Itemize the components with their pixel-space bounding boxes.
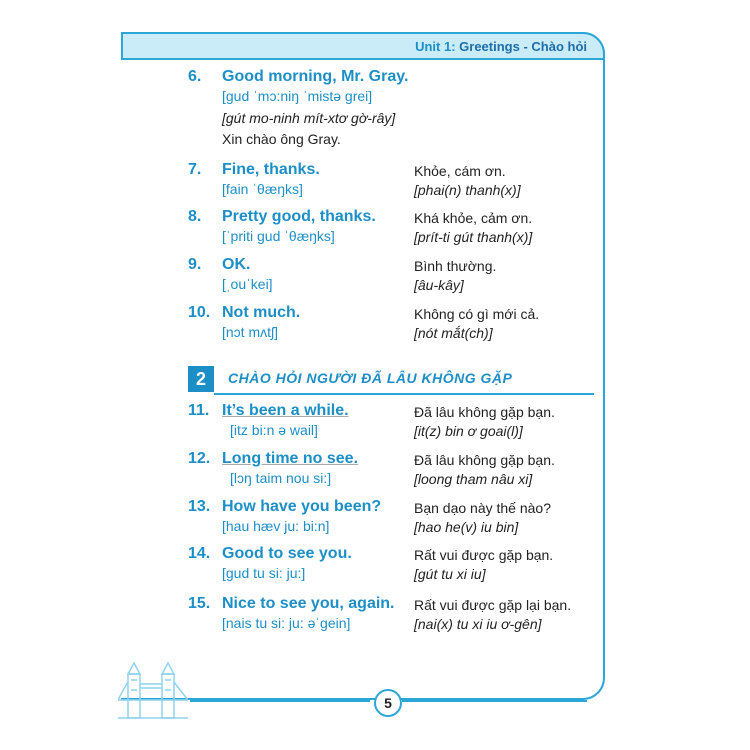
footer-line-left: [190, 700, 370, 702]
phrase-entry-12: [188, 450, 588, 490]
section-divider: [214, 393, 594, 395]
vietnamese-pronunciation: [phai(n) thanh(x)]: [414, 182, 521, 198]
ipa-transcription: [hau hæv ju: bi:n]: [222, 518, 330, 534]
english-phrase: Not much.: [222, 304, 301, 321]
vietnamese-translation: Bình thường.: [414, 258, 497, 274]
vietnamese-translation: Khá khỏe, cảm ơn.: [414, 210, 533, 226]
phrase-entry-8: [188, 208, 588, 248]
entry-number: 12.: [188, 450, 211, 467]
entry-number: 8.: [188, 208, 202, 225]
entry-number: 14.: [188, 545, 211, 562]
english-phrase: How have you been?: [222, 498, 382, 515]
english-phrase: Good morning, Mr. Gray.: [222, 68, 409, 85]
ipa-transcription: [itz bi:n ə wail]: [230, 422, 318, 438]
phrase-entry-15: [188, 595, 588, 635]
section-title: CHÀO HỎI NGƯỜI ĐÃ LÂU KHÔNG GẶP: [228, 370, 513, 386]
unit-title: Greetings - Chào hỏi: [459, 39, 587, 54]
english-phrase: Fine, thanks.: [222, 161, 320, 178]
ipa-transcription: [gud ˈmɔ:niŋ ˈmistə grei]: [222, 88, 373, 104]
vietnamese-pronunciation: [âu-kây]: [414, 277, 464, 293]
vietnamese-translation: Rất vui được gặp bạn.: [414, 547, 554, 563]
ipa-transcription: [gud tu si: ju:]: [222, 565, 306, 581]
tower-bridge-icon: [118, 660, 188, 722]
phrase-entry-7: [188, 161, 588, 201]
english-phrase: OK.: [222, 256, 251, 273]
page-number: 5: [374, 689, 402, 717]
ipa-transcription: [ˌouˈkei]: [222, 276, 273, 292]
ipa-transcription: [fain ˈθæŋks]: [222, 181, 303, 197]
vietnamese-pronunciation: [prít-ti gút thanh(x)]: [414, 229, 533, 245]
english-phrase: Nice to see you, again.: [222, 595, 395, 612]
vietnamese-pronunciation: [loong tham nâu xi]: [414, 471, 533, 487]
footer-line-right: [402, 700, 587, 702]
phrase-entry-9: [188, 256, 588, 296]
ipa-transcription: [nais tu si: ju: əˈgein]: [222, 615, 351, 631]
vietnamese-pronunciation: [gút mo-ninh mít-xtơ gờ-rây]: [222, 110, 396, 126]
vietnamese-translation: Không có gì mới cả.: [414, 306, 540, 322]
phrase-entry-14: [188, 545, 588, 585]
entry-number: 7.: [188, 161, 202, 178]
header-bar: [121, 32, 605, 60]
phrase-entry-6: [188, 68, 588, 152]
phrase-entry-13: [188, 498, 588, 538]
vietnamese-pronunciation: [hao he(v) iu bin]: [414, 519, 519, 535]
english-phrase: Good to see you.: [222, 545, 352, 562]
vietnamese-pronunciation: [it(z) bin ơ goai(l)]: [414, 423, 523, 439]
entry-number: 15.: [188, 595, 211, 612]
entry-number: 13.: [188, 498, 211, 515]
ipa-transcription: [nɔt mʌtʃ]: [222, 324, 279, 340]
entry-number: 6.: [188, 68, 202, 85]
vietnamese-translation: Xin chào ông Gray.: [222, 131, 341, 147]
english-phrase: Pretty good, thanks.: [222, 208, 376, 225]
english-phrase: Long time no see.: [222, 450, 359, 467]
vietnamese-translation: Khỏe, cám ơn.: [414, 163, 506, 179]
vietnamese-translation: Đã lâu không gặp bạn.: [414, 452, 555, 468]
phrase-entry-10: [188, 304, 588, 344]
entry-number: 11.: [188, 402, 210, 419]
vietnamese-translation: Đã lâu không gặp bạn.: [414, 404, 555, 420]
entry-number: 9.: [188, 256, 202, 273]
vietnamese-translation: Bạn dạo này thế nào?: [414, 500, 552, 516]
english-phrase: It’s been a while.: [222, 402, 349, 419]
vietnamese-translation: Rất vui được gặp lại bạn.: [414, 597, 572, 613]
vietnamese-pronunciation: [nót mắt(ch)]: [414, 325, 493, 341]
ipa-transcription: [ˈpriti gud ˈθæŋks]: [222, 228, 335, 244]
ipa-transcription: [lɔŋ taim nou si:]: [230, 470, 332, 486]
unit-header: [415, 39, 587, 54]
vietnamese-pronunciation: [gút tu xi iu]: [414, 566, 486, 582]
entry-number: 10.: [188, 304, 211, 321]
unit-label: Unit 1:: [415, 39, 456, 54]
phrase-entry-11: [188, 402, 588, 442]
vietnamese-pronunciation: [nai(x) tu xi iu ơ-gên]: [414, 616, 542, 632]
section-number-badge: 2: [188, 366, 214, 392]
